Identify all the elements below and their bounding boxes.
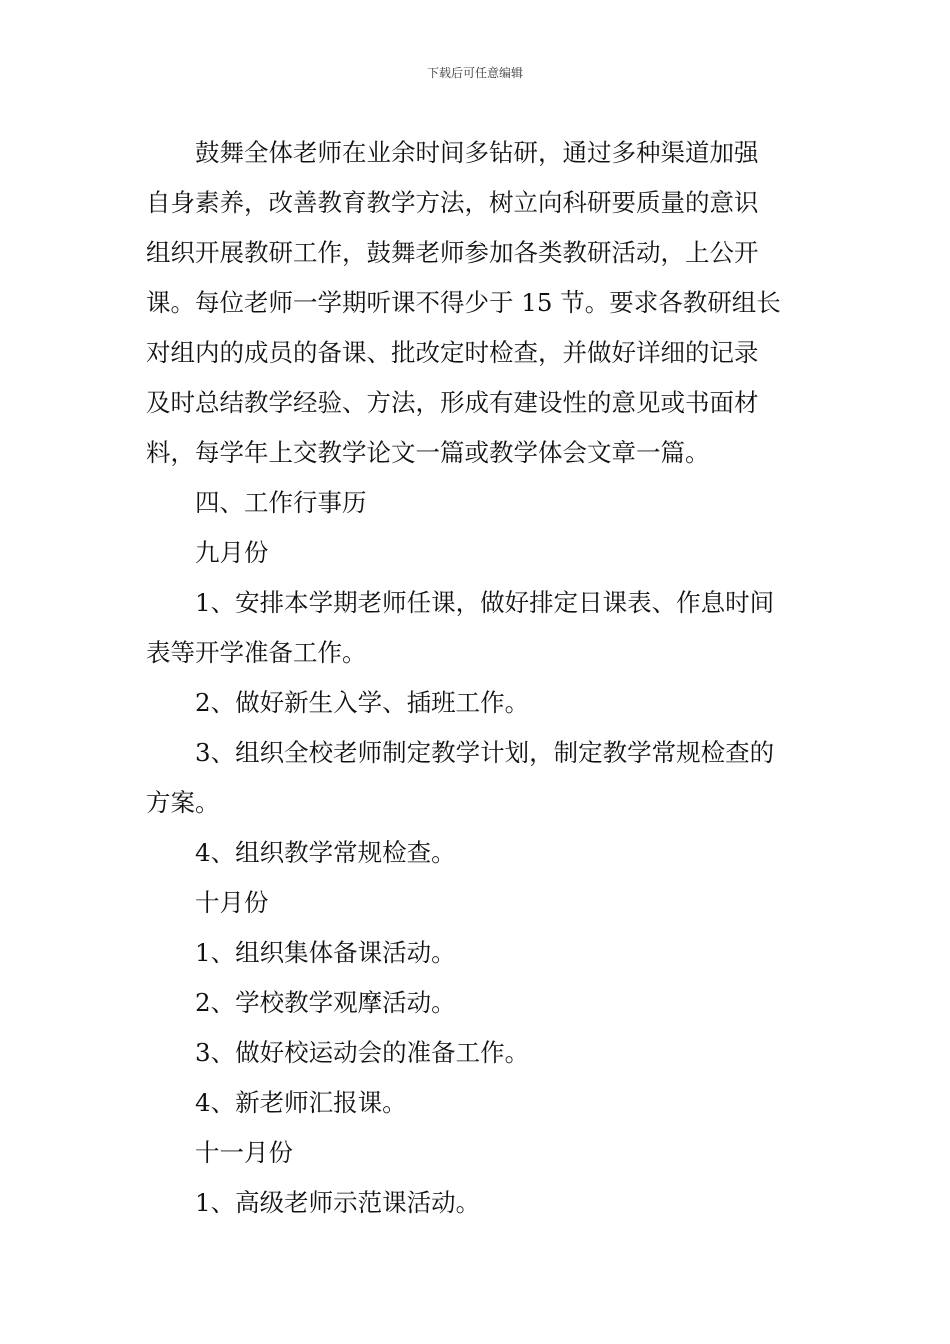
list-item-continuation: 表等开学准备工作。 [146,638,367,667]
text-line: 组织开展教研工作，鼓舞老师参加各类教研活动，上公开 [146,238,759,267]
text-line: 对组内的成员的备课、批改定时检查，并做好详细的记录 [146,338,759,367]
text-line: 及时总结教学经验、方法，形成有建设性的意见或书面材 [146,388,759,417]
month-heading: 十一月份 [195,1138,293,1167]
month-heading: 九月份 [195,538,269,567]
list-item: 2、做好新生入学、插班工作。 [195,688,530,717]
page-header: 下载后可任意编辑 [426,66,523,80]
list-item: 1、高级老师示范课活动。 [195,1188,481,1217]
list-item-continuation: 方案。 [146,788,220,817]
text-line: 鼓舞全体老师在业余时间多钻研，通过多种渠道加强 [195,138,759,167]
text-line: 自身素养，改善教育教学方法，树立向科研要质量的意识 [146,188,759,217]
section-heading: 四、工作行事历 [195,488,367,517]
document-body [146,128,810,1228]
month-heading: 十月份 [195,888,269,917]
list-item: 4、组织教学常规检查。 [195,838,456,867]
list-item: 2、学校教学观摩活动。 [195,988,456,1017]
text-line: 课。每位老师一学期听课不得少于 15 节。要求各教研组长 [146,288,781,317]
list-item: 1、安排本学期老师任课，做好排定日课表、作息时间 [195,588,775,617]
list-item: 1、组织集体备课活动。 [195,938,456,967]
list-item: 4、新老师汇报课。 [195,1088,407,1117]
list-item: 3、做好校运动会的准备工作。 [195,1038,530,1067]
text-line: 料，每学年上交教学论文一篇或教学体会文章一篇。 [146,438,710,467]
list-item: 3、组织全校老师制定教学计划，制定教学常规检查的 [195,738,775,767]
